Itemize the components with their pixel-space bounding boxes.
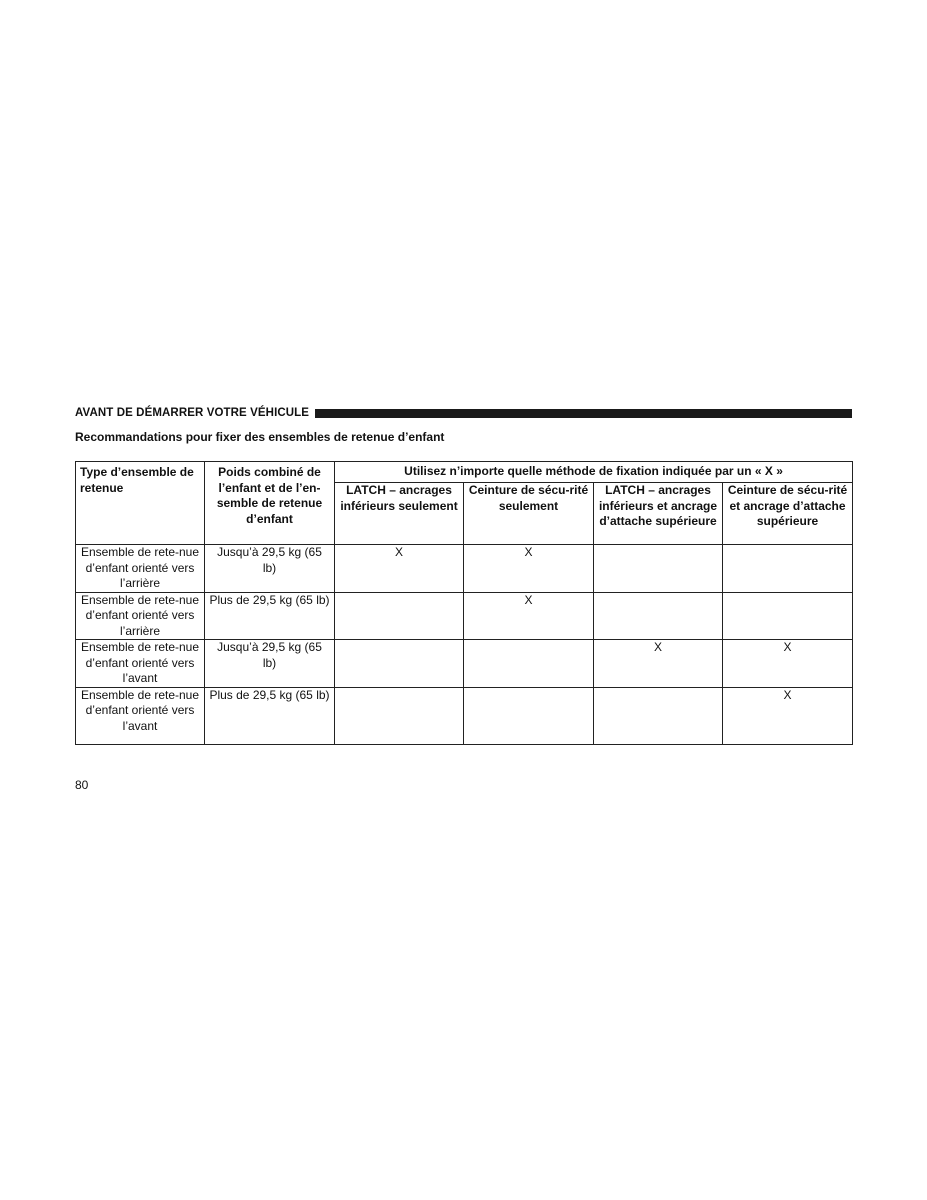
- header-method-latch-lower: LATCH – ancrages inférieurs seulement: [335, 483, 464, 545]
- cell-mark: [723, 592, 853, 640]
- table-row: [76, 687, 853, 744]
- child-restraint-table: [75, 461, 853, 745]
- page-number: 80: [75, 778, 89, 792]
- cell-mark: [335, 687, 464, 744]
- cell-mark: X: [464, 592, 594, 640]
- cell-mark: X: [723, 640, 853, 688]
- header-method-group: Utilisez n’importe quelle méthode de fixation indiquée par un « X »: [335, 462, 853, 483]
- cell-mark: [464, 640, 594, 688]
- table-caption: Recommandations pour fixer des ensembles de retenue d’enfant: [75, 430, 445, 444]
- cell-mark: X: [594, 640, 723, 688]
- cell-weight: Jusqu’à 29,5 kg (65 lb): [205, 640, 335, 688]
- header-method-seatbelt: Ceinture de sécu-rité seulement: [464, 483, 594, 545]
- section-rule: [315, 409, 852, 418]
- cell-weight: Jusqu’à 29,5 kg (65 lb): [205, 545, 335, 593]
- cell-type: Ensemble de rete-nue d’enfant orienté vers l’arrière: [76, 545, 205, 593]
- cell-mark: X: [464, 545, 594, 593]
- cell-mark: X: [335, 545, 464, 593]
- cell-weight: Plus de 29,5 kg (65 lb): [205, 592, 335, 640]
- cell-mark: [335, 640, 464, 688]
- cell-mark: [594, 687, 723, 744]
- table-row: [76, 545, 853, 593]
- cell-mark: [464, 687, 594, 744]
- section-title: AVANT DE DÉMARRER VOTRE VÉHICULE: [75, 407, 310, 419]
- cell-weight: Plus de 29,5 kg (65 lb): [205, 687, 335, 744]
- header-method-seatbelt-tether: Ceinture de sécu-rité et ancrage d’attache supérieure: [723, 483, 853, 545]
- cell-mark: [594, 545, 723, 593]
- section-header: [75, 405, 852, 421]
- cell-mark: [335, 592, 464, 640]
- cell-type: Ensemble de rete-nue d’enfant orienté vers l’arrière: [76, 592, 205, 640]
- cell-mark: X: [723, 687, 853, 744]
- header-method-latch-tether: LATCH – ancrages inférieurs et ancrage d’attache supérieure: [594, 483, 723, 545]
- cell-mark: [594, 592, 723, 640]
- cell-mark: [723, 545, 853, 593]
- cell-type: Ensemble de rete-nue d’enfant orienté vers l’avant: [76, 687, 205, 744]
- table-row: [76, 640, 853, 688]
- header-weight: Poids combiné de l’enfant et de l’en-semble de retenue d’enfant: [205, 462, 335, 545]
- header-type: Type d’ensemble de retenue: [76, 462, 205, 545]
- table-row: [76, 592, 853, 640]
- cell-type: Ensemble de rete-nue d’enfant orienté vers l’avant: [76, 640, 205, 688]
